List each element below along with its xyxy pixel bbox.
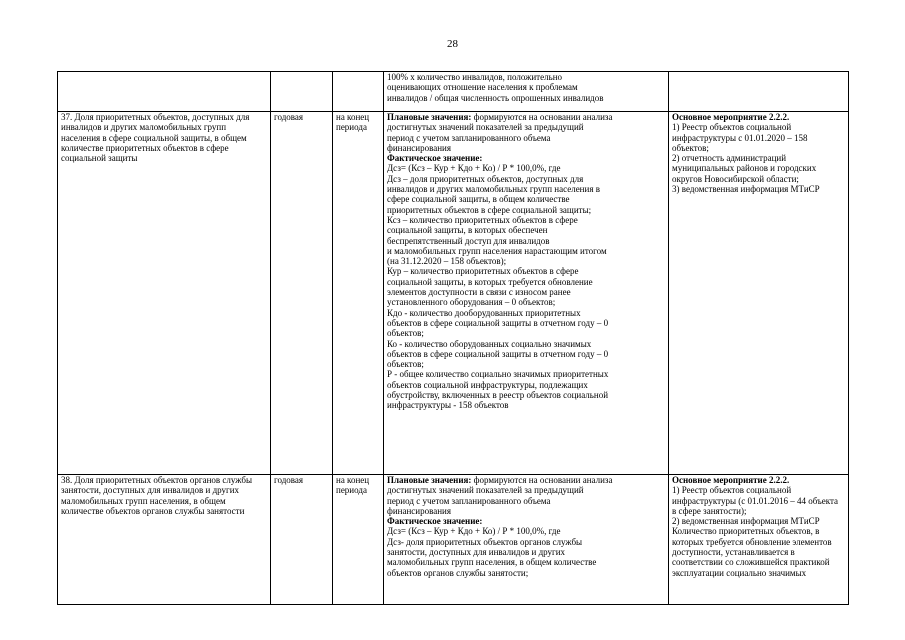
table-row <box>58 475 849 605</box>
method-line-text: формируются на основании анализа <box>471 475 613 485</box>
indicator-cell <box>58 72 271 112</box>
method-line: Кдо - количество дооборудованных приоритетных <box>387 307 581 318</box>
method-line: финансирования <box>387 505 451 516</box>
timing-cell <box>333 72 384 112</box>
source-cell <box>669 475 849 605</box>
method-line: Р - общее количество социально значимых приоритетных <box>387 369 609 380</box>
method-line: объектов; <box>387 328 424 339</box>
method-line <box>387 112 665 122</box>
source-line: 2) ведомственная информация МТиСР <box>672 516 820 527</box>
method-line: Фактическое значение: <box>387 516 483 527</box>
source-line: округов Новосибирской области; <box>672 173 799 184</box>
method-line: Ксз – количество приоритетных объектов в сфере <box>387 214 578 225</box>
method-cell <box>384 72 669 112</box>
source-line: в сфере занятости); <box>672 505 747 516</box>
source-cell <box>669 112 849 475</box>
method-line: Фактическое значение: <box>387 153 483 164</box>
method-line: социальной защиты, в которых требуется обновление <box>387 276 593 287</box>
method-line: финансирования <box>387 142 451 153</box>
source-line: эксплуатации социально значимых <box>672 567 807 578</box>
method-line-text: формируются на основании анализа <box>471 112 613 122</box>
method-line: сфере социальной защиты, в общем количестве <box>387 194 570 205</box>
method-line: обустройству, включенных в реестр объектов социальной <box>387 390 609 401</box>
indicator-text: 38. Доля приоритетных объектов органов службы занятости, доступных для инвалидов и других маломобильных групп населения, в общем количестве объектов органов службы занятости <box>61 475 252 516</box>
timing-cell <box>333 475 384 605</box>
method-line: инвалидов и других маломобильных групп населения в <box>387 184 600 195</box>
method-line: достигнутых значений показателей за предыдущий <box>387 122 584 133</box>
method-line: установленного оборудования – 0 объектов; <box>387 297 556 308</box>
method-line: инвалидов / общая численность опрошенных инвалидов <box>387 92 604 103</box>
source-cell <box>669 72 849 112</box>
indicators-table <box>57 71 849 605</box>
method-cell <box>384 112 669 475</box>
method-line: оценивающих отношение населения к проблемам <box>387 82 578 93</box>
indicator-cell <box>58 112 271 475</box>
table-row <box>58 112 849 475</box>
method-line: маломобильных групп населения, в общем количестве <box>387 557 597 568</box>
method-line: объектов в сфере социальной защиты в отчетном году – 0 <box>387 317 609 328</box>
method-line: достигнутых значений показателей за предыдущий <box>387 485 584 496</box>
periodicity-cell <box>271 72 333 112</box>
timing-text: на конец периода <box>336 112 370 133</box>
method-line: период с учетом запланированного объема <box>387 495 551 506</box>
source-line: 1) Реестр объектов социальной <box>672 485 792 496</box>
source-line: 2) отчетность администраций <box>672 153 787 164</box>
method-line: объектов; <box>387 359 424 370</box>
method-line <box>387 475 665 485</box>
method-line: Дсз- доля приоритетных объектов органов службы <box>387 536 583 547</box>
planned-label: Плановые значения: <box>387 475 472 485</box>
source-title: Основное мероприятие 2.2.2. <box>672 475 790 485</box>
page-number: 28 <box>447 38 458 50</box>
indicators-table-body <box>58 72 849 605</box>
method-line: инфраструктуры - 158 объектов <box>387 400 509 411</box>
method-line: 100% х количество инвалидов, положительно <box>387 72 563 82</box>
source-line: Количество приоритетных объектов, в <box>672 526 820 537</box>
method-line: беспрепятственный доступ для инвалидов <box>387 235 550 246</box>
method-line: Дсз= (Ксз – Кур + Кдо + Ко) / Р * 100,0%, где <box>387 163 561 174</box>
source-line: инфраструктуры с 01.01.2020 – 158 <box>672 132 808 143</box>
method-line: Кур – количество приоритетных объектов в сфере <box>387 266 579 277</box>
method-line: занятости, доступных для инвалидов и других <box>387 547 566 558</box>
indicator-cell <box>58 475 271 605</box>
method-line: (на 31.12.2020 – 158 объектов); <box>387 256 507 267</box>
timing-text: на конец периода <box>336 475 370 496</box>
source-line: объектов; <box>672 142 709 153</box>
source-line: 1) Реестр объектов социальной <box>672 122 792 133</box>
source-line: 3) ведомственная информация МТиСР <box>672 184 820 195</box>
indicator-text: 37. Доля приоритетных объектов, доступных для инвалидов и других маломобильных групп населения в сфере социальной защиты, в общем количестве приоритетных объектов в сфере социальной защиты <box>61 112 250 164</box>
method-line: приоритетных объектов в сфере социальной защиты; <box>387 204 592 215</box>
table-row <box>58 72 849 112</box>
method-line: Дсз – доля приоритетных объектов, доступных для <box>387 173 584 184</box>
method-cell <box>384 475 669 605</box>
method-line: социальной защиты, в которых обеспечен <box>387 225 548 236</box>
method-line: Дсз= (Ксз – Кур + Кдо + Ко) / Р * 100,0%, где <box>387 526 561 537</box>
timing-cell <box>333 112 384 475</box>
method-line: объектов органов службы занятости; <box>387 567 529 578</box>
source-title: Основное мероприятие 2.2.2. <box>672 112 790 122</box>
source-line: инфраструктуры (с 01.01.2016 – 44 объекта <box>672 495 839 506</box>
method-line: Ко - количество оборудованных социально значимых <box>387 338 592 349</box>
periodicity-text: годовая <box>274 475 304 485</box>
periodicity-cell <box>271 475 333 605</box>
method-line: период с учетом запланированного объема <box>387 132 551 143</box>
source-line: которых требуется обновление элементов <box>672 536 832 547</box>
method-line: элементов доступности в связи с износом ранее <box>387 287 571 298</box>
periodicity-cell <box>271 112 333 475</box>
source-line: соответствии со сложившейся практикой <box>672 557 830 568</box>
method-line: объектов социальной инфраструктуры, подлежащих <box>387 379 588 390</box>
periodicity-text: годовая <box>274 112 304 122</box>
source-line: доступности, устанавливается в <box>672 547 795 558</box>
method-line: и маломобильных групп населения нарастающим итогом <box>387 245 607 256</box>
planned-label: Плановые значения: <box>387 112 472 122</box>
method-line: объектов в сфере социальной защиты в отчетном году – 0 <box>387 348 609 359</box>
source-line: муниципальных районов и городских <box>672 163 817 174</box>
